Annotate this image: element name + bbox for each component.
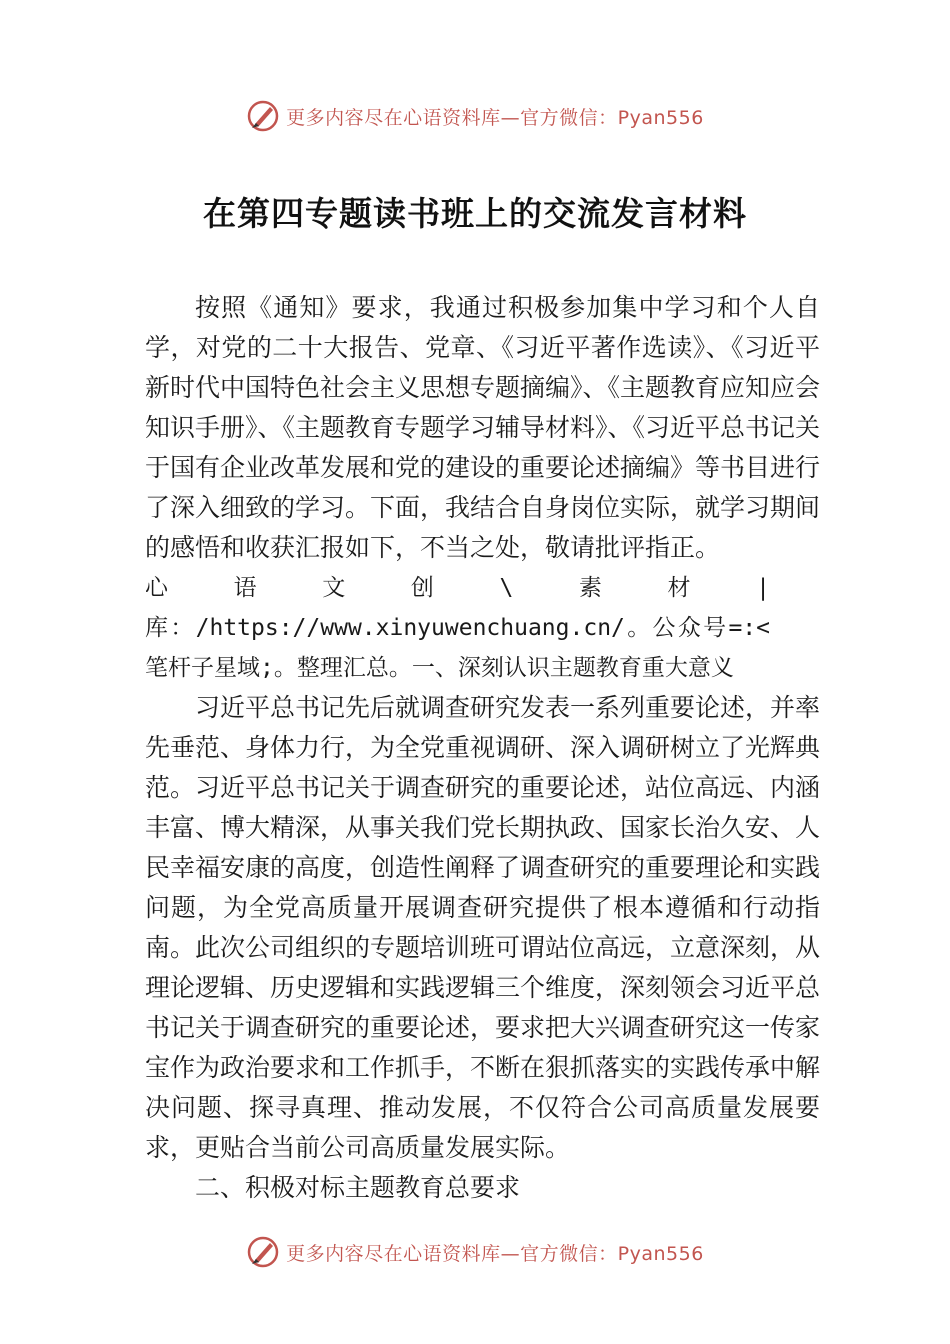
footer-banner: [0, 1232, 950, 1272]
header-banner: [0, 96, 950, 136]
section-heading-2: 二、积极对标主题教育总要求: [195, 1173, 521, 1202]
source-note: 心语文创\素材|库：/https://www.xinyuwenchuang.cn/。公众号=:<笔杆子星域;。整理汇总。一、深刻认识主题教育重大意义: [145, 575, 770, 681]
paragraph-intro: 按照《通知》要求，我通过积极参加集中学习和个人自学，对党的二十大报告、党章、《习近平著作选读》、《习近平新时代中国特色社会主义思想专题摘编》、《主题教育应知应会知识手册》、《主题教育专题学习辅导材料》、《习近平总书记关于国有企业改革发展和党的建设的重要论述摘编》等书目进行了深入细致的学习。下面，我结合自身岗位实际，就学习期间的感悟和收获汇报如下，不当之处，敬请批评指正。: [145, 293, 821, 562]
header-banner-text: 更多内容尽在心语资料库—官方微信：Pyan556: [286, 106, 704, 129]
pen-logo-icon: [246, 99, 280, 133]
document-body: [145, 288, 820, 1208]
footer-banner-text: 更多内容尽在心语资料库—官方微信：Pyan556: [286, 1242, 704, 1265]
pen-logo-icon: [246, 1235, 280, 1269]
document-title: 在第四专题读书班上的交流发言材料: [203, 194, 747, 233]
paragraph-significance: 习近平总书记先后就调查研究发表一系列重要论述，并率先垂范、身体力行，为全党重视调研、深入调研树立了光辉典范。习近平总书记关于调查研究的重要论述，站位高远、内涵丰富、博大精深，从事关我们党长期执政、国家长治久安、人民幸福安康的高度，创造性阐释了调查研究的重要理论和实践问题，为全党高质量开展调查研究提供了根本遵循和行动指南。此次公司组织的专题培训班可谓站位高远，立意深刻，从理论逻辑、历史逻辑和实践逻辑三个维度，深刻领会习近平总书记关于调查研究的重要论述，要求把大兴调查研究这一传家宝作为政治要求和工作抓手，不断在狠抓落实的实践传承中解决问题、探寻真理、推动发展，不仅符合公司高质量发展要求，更贴合当前公司高质量发展实际。: [145, 693, 821, 1162]
